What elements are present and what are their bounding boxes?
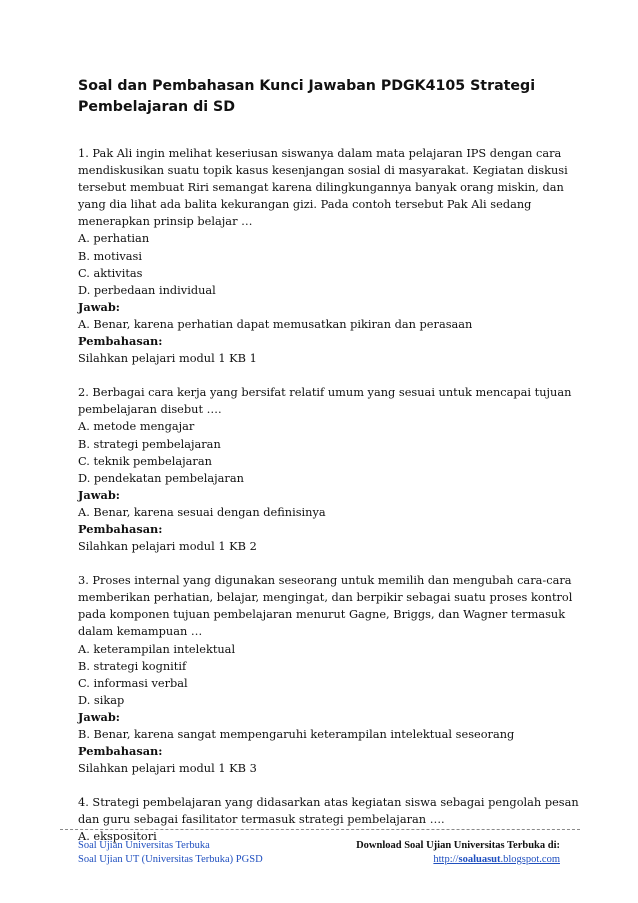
option: C. teknik pembelajaran xyxy=(78,453,212,468)
question-stem-line: 4. Strategi pembelajaran yang didasarkan atas kegiatan siswa sebagai pengolah pesan xyxy=(78,795,579,810)
option: A. metode mengajar xyxy=(78,419,195,434)
option: A. perhatian xyxy=(78,231,150,246)
url-prefix: http:// xyxy=(433,854,459,865)
document-title xyxy=(78,76,560,118)
option: A. keterampilan intelektual xyxy=(78,641,236,656)
question-stem-line: pembelajaran disebut …. xyxy=(78,402,222,417)
footer-right xyxy=(356,839,560,867)
discussion-text: Silahkan pelajari modul 1 KB 2 xyxy=(78,539,257,554)
option: D. perbedaan individual xyxy=(78,282,216,297)
answer-text: A. Benar, karena sesuai dengan definisinya xyxy=(78,504,326,519)
question-stem-line: menerapkan prinsip belajar … xyxy=(78,214,253,229)
question-stem-line: yang dia lihat ada balita kekurangan gizi. Pada contoh tersebut Pak Ali sedang xyxy=(78,197,532,212)
answer-label: Jawab: xyxy=(78,487,120,502)
footer-divider xyxy=(60,829,580,830)
question-3 xyxy=(78,572,573,777)
discussion-text: Silahkan pelajari modul 1 KB 3 xyxy=(78,761,257,776)
footer-url-link[interactable] xyxy=(356,853,560,867)
answer-text: B. Benar, karena sangat mempengaruhi keterampilan intelektual seseorang xyxy=(78,727,515,741)
discussion-label: Pembahasan: xyxy=(78,521,163,536)
question-stem-line: pada komponen tujuan pembelajaran menurut Gagne, Briggs, dan Wagner termasuk xyxy=(78,607,566,622)
answer-label: Jawab: xyxy=(78,709,120,724)
question-4 xyxy=(78,794,579,845)
option: C. informasi verbal xyxy=(78,675,188,690)
option: B. strategi pembelajaran xyxy=(78,436,221,451)
question-2 xyxy=(78,384,572,555)
footer-left xyxy=(78,839,263,867)
url-suffix: .blogspot.com xyxy=(500,854,560,865)
question-stem-line: mendiskusikan suatu topik kasus kesenjangan sosial di masyarakat. Kegiatan diskusi xyxy=(78,163,568,178)
question-stem-line: memberikan perhatian, belajar, mengingat, dan berpikir sebagai suatu proses kontrol xyxy=(78,590,573,605)
option: A. ekspositori xyxy=(78,829,157,844)
url-host: soaluasut xyxy=(458,854,501,865)
question-stem-line: 3. Proses internal yang digunakan seseorang untuk memilih dan mengubah cara-cara xyxy=(78,573,572,588)
answer-label: Jawab: xyxy=(78,299,120,314)
option: D. sikap xyxy=(78,692,125,707)
document-page xyxy=(78,76,579,863)
option: B. motivasi xyxy=(78,248,142,263)
question-stem-line: dan guru sebagai fasilitator termasuk strategi pembelajaran …. xyxy=(78,812,445,827)
question-1 xyxy=(78,145,568,367)
discussion-label: Pembahasan: xyxy=(78,334,163,349)
title-line: Pembelajaran di SD xyxy=(78,99,236,115)
question-stem-line: dalam kemampuan … xyxy=(78,624,203,639)
answer-text: A. Benar, karena perhatian dapat memusatkan pikiran dan perasaan xyxy=(78,316,473,331)
footer-download-text: Download Soal Ujian Universitas Terbuka di: xyxy=(356,840,560,851)
option: C. aktivitas xyxy=(78,265,143,280)
question-stem-line: tersebut membuat Riri semangat karena dilingkungannya banyak orang miskin, dan xyxy=(78,180,564,195)
question-stem-line: 2. Berbagai cara kerja yang bersifat relatif umum yang sesuai untuk mencapai tujuan xyxy=(78,385,572,400)
footer-link[interactable]: Soal Ujian UT (Universitas Terbuka) PGSD xyxy=(78,854,263,865)
discussion-label: Pembahasan: xyxy=(78,744,163,759)
question-stem-line: 1. Pak Ali ingin melihat keseriusan siswanya dalam mata pelajaran IPS dengan cara xyxy=(78,146,562,160)
title-line: Soal dan Pembahasan Kunci Jawaban PDGK4105 Strategi xyxy=(78,78,536,94)
discussion-text: Silahkan pelajari modul 1 KB 1 xyxy=(78,351,257,366)
footer-link[interactable]: Soal Ujian Universitas Terbuka xyxy=(78,840,210,851)
option: D. pendekatan pembelajaran xyxy=(78,470,244,485)
option: B. strategi kognitif xyxy=(78,658,187,673)
